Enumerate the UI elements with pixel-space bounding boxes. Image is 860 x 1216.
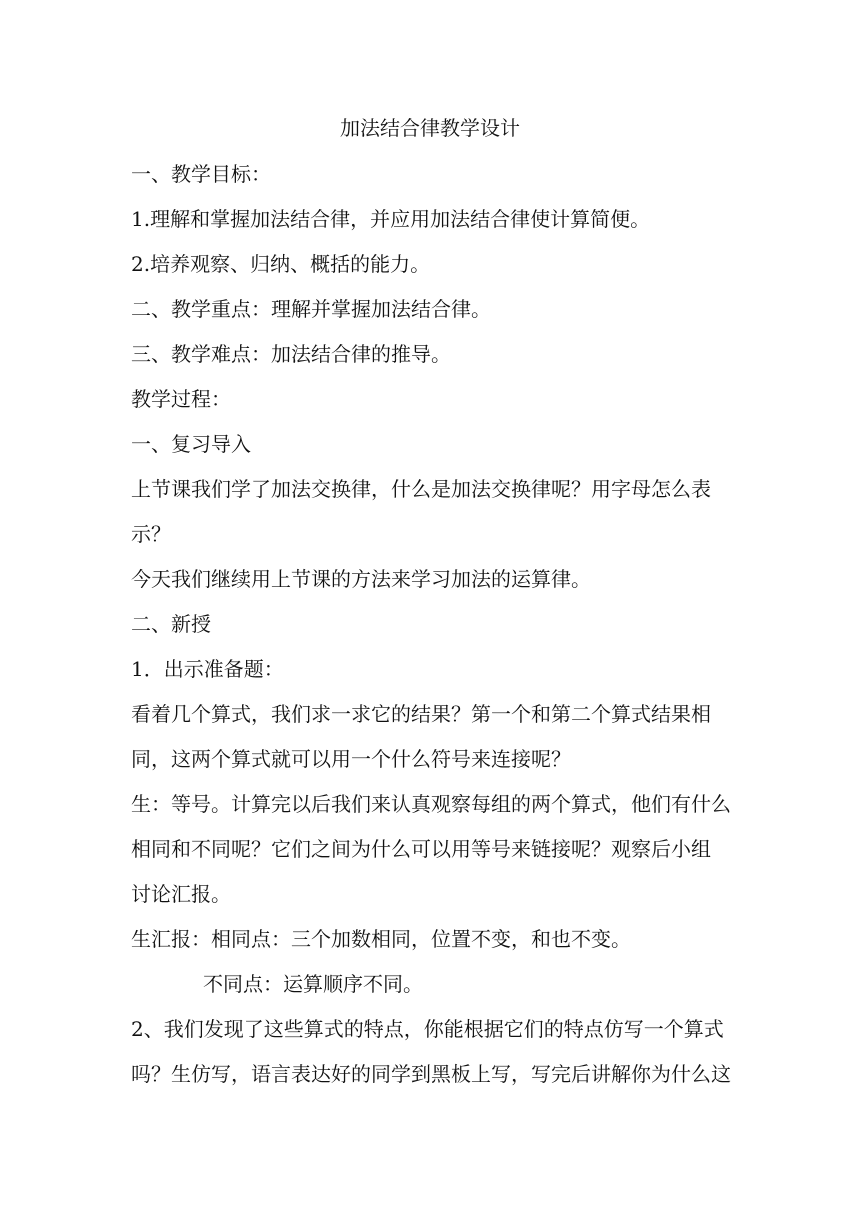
objective-item-2: 2.培养观察、归纳、概括的能力。 bbox=[131, 252, 431, 276]
paragraph-review-question bbox=[131, 475, 731, 548]
section-heading-difficulties: 三、教学难点：加法结合律的推导。 bbox=[131, 342, 451, 366]
paragraph-prep-question bbox=[131, 700, 731, 773]
paragraph-differences: 不同点：运算顺序不同。 bbox=[203, 972, 423, 996]
paragraph-line: 相同和不同呢？它们之间为什么可以用等号来链接呢？观察后小组 bbox=[131, 837, 711, 861]
paragraph-line: 吗？生仿写，语言表达好的同学到黑板上写，写完后讲解你为什么这 bbox=[131, 1062, 731, 1086]
document-title: 加法结合律教学设计 bbox=[340, 116, 520, 140]
paragraph-line: 讨论汇报。 bbox=[131, 882, 231, 906]
subheading-prep-problem: 1．出示准备题： bbox=[131, 657, 284, 681]
paragraph-line: 上节课我们学了加法交换律，什么是加法交换律呢？用字母怎么表 bbox=[131, 477, 711, 501]
paragraph-line: 同，这两个算式就可以用一个什么符号来连接呢？ bbox=[131, 747, 571, 771]
paragraph-student-answer bbox=[131, 790, 731, 908]
subheading-new-lesson: 二、新授 bbox=[131, 612, 211, 636]
paragraph-student-report: 生汇报：相同点：三个加数相同，位置不变，和也不变。 bbox=[131, 927, 631, 951]
paragraph-line: 2、我们发现了这些算式的特点，你能根据它们的特点仿写一个算式 bbox=[131, 1017, 724, 1041]
paragraph-intro: 今天我们继续用上节课的方法来学习加法的运算律。 bbox=[131, 567, 591, 591]
document-body bbox=[131, 160, 731, 1088]
paragraph-imitation-task bbox=[131, 1015, 731, 1088]
paragraph-line: 生：等号。计算完以后我们来认真观察每组的两个算式，他们有什么 bbox=[131, 792, 731, 816]
subheading-review: 一、复习导入 bbox=[131, 432, 251, 456]
objective-item-1: 1.理解和掌握加法结合律，并应用加法结合律使计算简便。 bbox=[131, 207, 651, 231]
section-heading-key-points: 二、教学重点：理解并掌握加法结合律。 bbox=[131, 297, 491, 321]
section-heading-objectives: 一、教学目标： bbox=[131, 162, 271, 186]
paragraph-line: 看着几个算式，我们求一求它的结果？第一个和第二个算式结果相 bbox=[131, 702, 711, 726]
paragraph-line: 示？ bbox=[131, 522, 171, 546]
section-heading-process: 教学过程： bbox=[131, 387, 231, 411]
